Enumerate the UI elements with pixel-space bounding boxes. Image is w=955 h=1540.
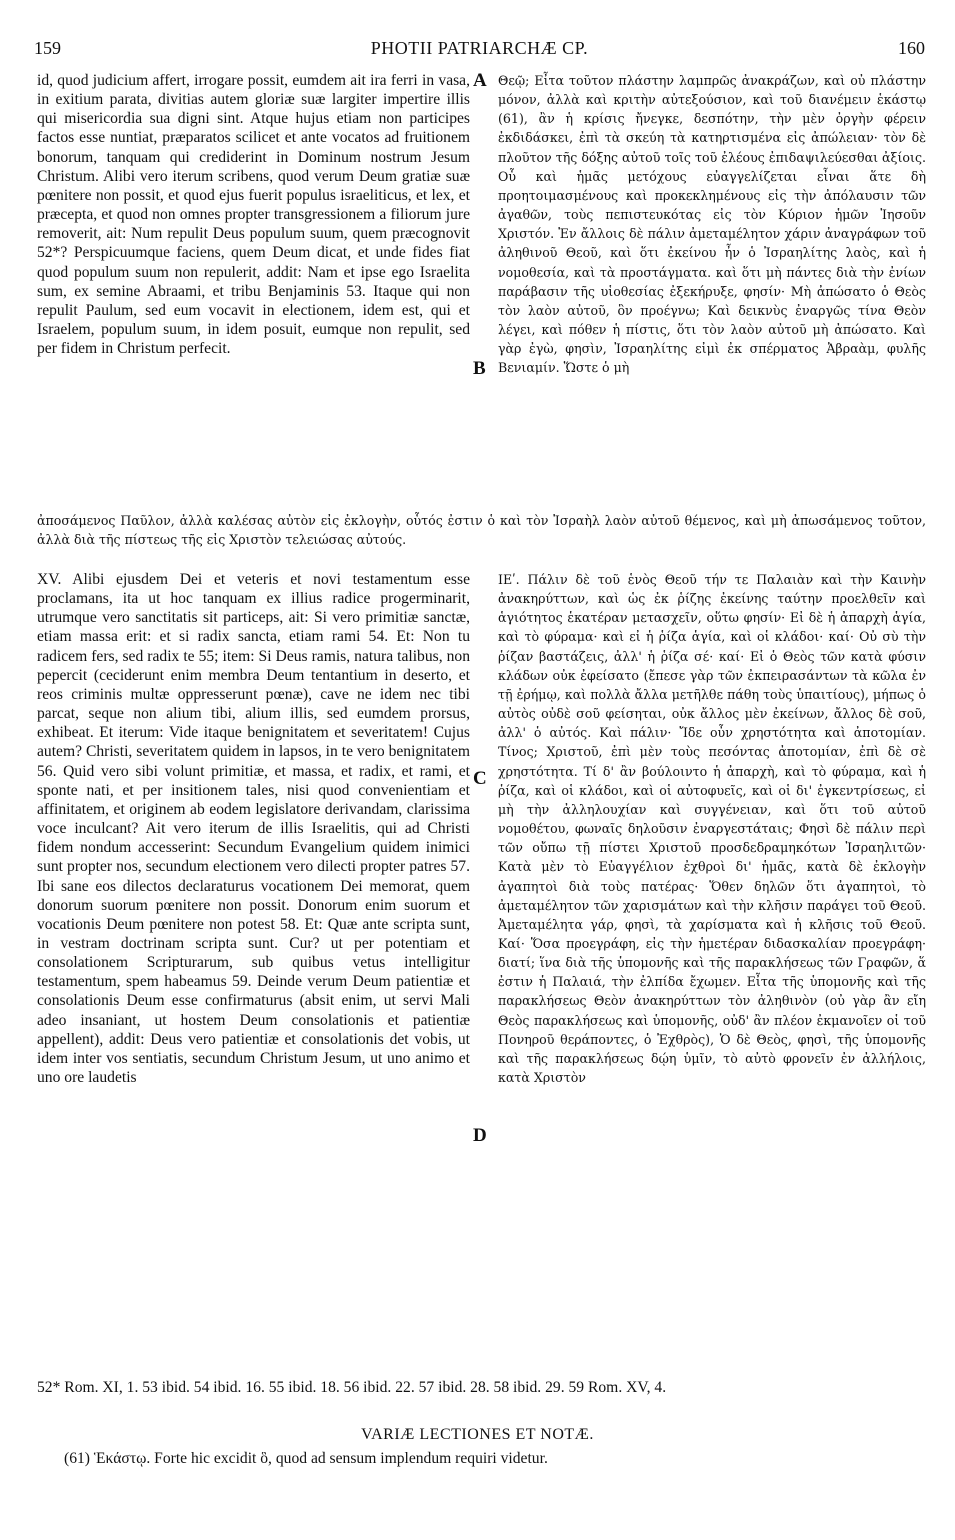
- margin-letter-c: C: [473, 768, 487, 789]
- latin-text-bottom: XV. Alibi ejusdem Dei et veteris et novi testamentum esse proclamans, ita ut hoc tanquam ex illius radice progerminarit, utrumque vero sanctitatis sit particeps, ait: Si vero primitiæ sanctæ, etiam massa erit: et si radix sancta, etiam rami 54. Et: Non tu radicem fers, sed radix te 55; item: Si Deus ramis, natura talibus, non pepercit (ceciderunt enim membra Deum tentantium in deserto, et reos criminis multæ oppresserunt pœnæ), cave ne idem nec tibi parcat, seque non alium tibi, alium illis, sed eumdem prorsus, exhibeat. Et iterum: Vide itaque benignitatem et severitatem! Cujus autem? Christi, severitatem quidem in lapsos, in te vero benignitatem 56. Quid vero sibi volunt primitiæ, et massa, et radix, et rami, et sponte nati, et per insitionem tales, nisi quod convenientiam et affinitatem, et originem ab eodem legislatore derivandam, clarissima voce inculcant? Ait vero iterum de illis Israelitis, qui ad Christi fidem nondum accesserint: Secundum Evangelium quidem inimici sunt propter nos, secundum electionem vero dilecti propter patres 57. Ibi sane eos dilectos declaraturus vocationem Dei memorat, quem donorum suorum pœnitere non possit. Donorum enim suorum et vocationis Deum pœnitere non potest 58. Et: Quæ ante scripta sunt, in vestram doctrinam scripta sunt. Cur? ut per potentiam et consolationem Scripturarum, sub quibus vetus intelligitur testamentum, spem habeamus 59. Deinde verum Deum patientiæ et consolationis Deum esse confirmaturus (absit enim, ut servi Mali adeo insaniant, ut hostem Deum consolationis et patientiæ appellent), addit: Deus vero patientiæ et consolationis det vobis, ut idem inter vos sentiatis, secundum Christum Jesum, ut uno animo et uno ore laudetis: [37, 571, 470, 1087]
- latin-text-top: id, quod judicium affert, irrogare possit, eumdem ait ira ferri in vasa, in exitium parata, divitias autem gloriæ suæ largiter impertire illis qui misericordia sua digni sint. Atque hujus etiam non participes factos esse nuntiat, præparatos scilicet et ante vocatos ad fruitionem bonorum, tanquam qui crediderint in Dominum nostrum Jesum Christum. Alibi vero iterum scribens, quod verum Deum gratiæ suæ pœnitere non possit, et quod ejus fuerit populus israeliticus, et lex, et præcepta, et quod non omnes propter transgressionem a filiorum jure removerit, ait: Num repulit Deus populum suum, quem præcognovit 52*? Perspicuumque faciens, quem Deum dicat, et unde fides fiat quod populum suum non repulerit, addit: Nam et ipse ego Israelita sum, ex semine Abraami, et tribu Benjaminis 53. Itaque qui non repulit Paulum, sed eum vocavit in electionem, idem est, qui et Israelem, populum suum, in idem posuit, eumque non repulit, sed per fidem in Christum perfecit.: [37, 72, 470, 358]
- variae-lectiones-note: (61) Ἑκάστῳ. Forte hic excidit ὃ, quod ad sensum implendum requiri videtur.: [64, 1450, 548, 1467]
- greek-span-text: ἀποσάμενος Παῦλον, ἀλλὰ καλέσας αὐτὸν εἰς ἐκλογὴν, οὗτός ἐστιν ὁ καὶ τὸν Ἰσραὴλ λαὸν αὐτοῦ θέμενος, καὶ μὴ ἀπωσάμενος τοῦτον, ἀλλὰ διὰ τῆς πίστεως τῆς εἰς Χριστὸν τελειώσας αὐτούς.: [37, 513, 926, 548]
- margin-letter-d: D: [473, 1125, 487, 1146]
- latin-column-bottom: [37, 570, 470, 1370]
- footnotes: 52* Rom. XI, 1. 53 ibid. 54 ibid. 16. 55 ibid. 18. 56 ibid. 22. 57 ibid. 28. 58 ibid. 29. 59 Rom. XV, 4.: [37, 1379, 667, 1396]
- greek-text-top: Θεῷ; Εἶτα τοῦτον πλάστην λαμπρῶς ἀνακράζων, καὶ οὐ πλάστην μόνον, ἀλλὰ καὶ κριτὴν αὐτεξούσιον, καὶ τοῦ διανέμειν ἑκάστῳ (61), ἂν ἡ κρίσις ἤνεγκε, δεσπότην, τὴν μὲν ὀργὴν φέρειν ἐκδιδάσκει, ἐπὶ τὰ σκεύη τὰ κατηρτισμένα εἰς ἀπώλειαν· τὸν δὲ πλοῦτον τῆς δόξης αὐτοῦ τοῖς τοῦ ἐλέους ἐπιδαψιλεύεσθαι ἀξίοις. Οὗ καὶ ἡμᾶς μετόχους εὐαγγελίζεται εἶναι ἅτε δὴ προητοιμασμένους καὶ προκεκλημένους εἰς τὴν ἀπόλαυσιν τῶν ἀγαθῶν, τοὺς πεπιστευκότας εἰς τὸν Κύριον ἡμῶν Ἰησοῦν Χριστόν. Ἐν ἄλλοις δὲ πάλιν ἀμεταμέλητον χάριν ἀναγράφων τοῦ ἀληθινοῦ Θεοῦ, καὶ ὅτι ἐκείνου ἦν ὁ Ἰσραηλίτης λαὸς, καὶ ἡ νομοθεσία, καὶ τὰ προστάγματα. καὶ ὅτι μὴ πάντες διὰ τὴν ἐνίων παράβασιν τῆς υἱοθεσίας ἐξεκήρυξε, φησίν· Μὴ ἀπώσατο ὁ Θεὸς τὸν λαὸν αὐτοῦ, ὃν προέγνω; Καὶ δεικνὺς ἐναργῶς τίνα Θεὸν λέγει, καὶ πόθεν ἡ πίστις, ὅτι τὸν λαὸν αὐτοῦ μὴ ἀπώσατο. Καὶ γὰρ ἐγὼ, φησὶν, Ἰσραηλίτης εἰμὶ ἐκ σπέρματος Ἀβραὰμ, φυλῆς Βενιαμίν. Ὥστε ὁ μὴ: [498, 73, 926, 376]
- variae-lectiones-title: VARIÆ LECTIONES ET NOTÆ.: [361, 1426, 594, 1443]
- page-number-right: 160: [898, 38, 925, 58]
- greek-span-line: [37, 511, 926, 551]
- greek-text-bottom: ΙΕʹ. Πάλιν δὲ τοῦ ἑνὸς Θεοῦ τήν τε Παλαιὰν καὶ τὴν Καινὴν ἀνακηρύττων, καὶ ὡς ἐκ ῥίζης ἐκείνης ταύτην προελθεῖν καὶ ἁγιότητος ἑκατέραν μετασχεῖν, οὕτω φησίν· Εἰ δὲ ἡ ἀπαρχὴ ἁγία, καὶ τὸ φύραμα· καὶ εἰ ἡ ῥίζα ἁγία, καὶ οἱ κλάδοι· καί· Οὐ σὺ τὴν ῥίζαν βαστάζεις, ἀλλ' ἡ ῥίζα σέ· καί· Εἰ ὁ Θεὸς τῶν κατὰ φύσιν κλάδων οὐκ ἐφείσατο (ἔπεσε γὰρ τῶν ἐκπειρασάντων τὰ κῶλα ἐν τῇ ἐρήμῳ, καὶ πολλὰ ἄλλα μετῆλθε πάθη τοὺς ὑπαιτίους), μήπως ὁ αὐτὸς οὐδὲ σοῦ φείσηται, οὐκ ἄλλος μὲν ἐκείνων, ἄλλος δὲ σοῦ, ἀλλ' ὁ αὐτός. Καὶ πάλιν· Ἴδε οὖν χρηστότητα καὶ ἀποτομίαν. Τίνος; Χριστοῦ, ἐπὶ μὲν τοὺς πεσόντας ἀποτομίαν, ἐπὶ δὲ σὲ χρηστότητα. Τί δ' ἂν βούλοιντο ἡ ἀπαρχὴ, καὶ τὸ φύραμα, καὶ ἡ ῥίζα, καὶ οἱ κλάδοι, καὶ οἱ αὐτοφυεῖς, καὶ οἱ δι' ἐγκεντρίσεως, εἰ μὴ τὴν ἀλληλουχίαν καὶ συγγένειαν, καὶ ὅτι τοῦ αὐτοῦ νομοθέτου, φωναῖς δηλοῦσιν ἐναργεστάταις; Φησὶ δὲ πάλιν περὶ τῶν οὔπω τῇ πίστει Χριστοῦ προσδεδραμηκότων Ἰσραηλιτῶν· Κατὰ μὲν τὸ Εὐαγγέλιον ἐχθροὶ δι' ἡμᾶς, κατὰ δὲ ἐκλογὴν ἀγαπητοὶ διὰ τοὺς πατέρας· Ὅθεν δηλῶν ὅτι ἀγαπητοὶ, τὸ ἀμεταμέλητον τῶν χαρισμάτων καὶ τὴν κλῆσιν παράγει τοῦ Θεοῦ. Ἀμεταμέλητα γάρ, φησὶ, τὰ χαρίσματα καὶ ἡ κλῆσις τοῦ Θεοῦ. Καί· Ὅσα προεγράφη, εἰς τὴν ἡμετέραν διδασκαλίαν προεγράφη· διατί; ἵνα διὰ τῆς ὑπομονῆς καὶ τῆς παρακλήσεως τῶν Γραφῶν, ἅ ἐστιν ἡ Παλαιά, τὴν ἐλπίδα ἔχωμεν. Εἶτα τῆς ὑπομονῆς καὶ τῆς παρακλήσεως Θεὸν ἀνακηρύττων τὸν ἀληθινὸν (οὐ γὰρ ἂν εἴη Θεὸς παρακλήσεως καὶ ὑπομονῆς, οὐδ' ἂν πλέον ἐκμανοῖεν οἱ τοῦ Πονηροῦ θεράποντες, ὁ Ἐχθρὸς), Ὁ δὲ Θεὸς, φησὶ, τῆς ὑπομονῆς καὶ τῆς παρακλήσεως δῴη ὑμῖν, τὸ αὐτὸ φρονεῖν ἐν ἀλλήλοις, κατὰ Χριστὸν: [498, 572, 926, 1086]
- page-number-left: 159: [34, 38, 61, 58]
- margin-letter-a: A: [473, 70, 487, 91]
- greek-column-bottom: [498, 570, 926, 1370]
- page-header: [34, 38, 925, 62]
- greek-column-top: [498, 71, 926, 514]
- latin-column-top: [37, 71, 470, 514]
- margin-letter-b: B: [473, 358, 486, 379]
- running-title: PHOTII PATRIARCHÆ CP.: [370, 38, 589, 58]
